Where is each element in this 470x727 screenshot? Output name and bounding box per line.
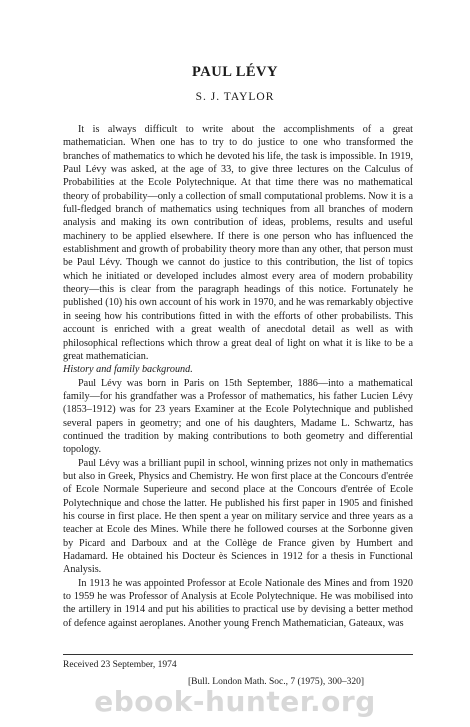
body-paragraph: Paul Lévy was a brilliant pupil in school, winning prizes not only in mathematics but also in Greek, Physics and Chemistry. He won first place at the Concours d'entrée of Ecole Normale Superieure and second place at the Concours d'entrée of Ecole Polytechnique and chose the latter. He published his first paper in 1905 and finished his course in first place. He then spent a year on military service and three years as a teacher at Ecole des Mines. While there he followed courses at the Sorbonne given by Picard and Darboux and at the Collège de France given by Humbert and Hadamard. He obtained his Docteur ès Sciences in 1912 for a thesis in Functional Analysis. (63, 457, 413, 576)
author-name: S. J. TAYLOR (195, 91, 275, 103)
received-date: Received 23 September, 1974 (63, 660, 177, 670)
watermark-text[interactable]: ebook-hunter.org (94, 685, 376, 718)
article-body (63, 123, 413, 630)
body-paragraph: In 1913 he was appointed Professor at Ecole Nationale des Mines and from 1920 to 1959 he was Professor of Analysis at Ecole Polytechnique. He was mobilised into the artillery in 1914 and put his abilities to practical use by devising a better method of defence against aeroplanes. Another young French Mathematician, Gateaux, was (63, 577, 413, 629)
section-heading: History and family background. (63, 364, 193, 376)
journal-citation: [Bull. London Math. Soc., 7 (1975), 300–320] (188, 677, 365, 687)
page-title: PAUL LÉVY (191, 64, 278, 80)
intro-paragraph: It is always difficult to write about the accomplishments of a great mathematician. When one has to try to do justice to one who transformed the branches of mathematics to which he devoted his life, the task is impossible. In 1919, Paul Lévy was asked, at the age of 33, to give three lectures on the Calculus of Probabilities at the Ecole Polytechnique. At that time there was no mathematical theory of probability—only a collection of small computational problems. Now it is a full-fledged branch of mathematics using techniques from all branches of modern analysis and making its own contribution of ideas, problems, results and useful machinery to be applied elsewhere. If there is one person who has influenced the establishment and growth of probability theory more than any other, that person must be Paul Lévy. Though we cannot do justice to this contribution, the list of topics which he initiated or developed includes almost every area of modern probability theory—this is clear from the paragraph headings of this notice. Fortunately he published (10) his own account of his work in 1970, and he was remarkably objective in seeing how his contributions fitted in with the efforts of other probabilists. This account is enriched with a great wealth of anecdotal detail as well as with philosophical reflections which throw a great deal of light on what it is like to be a great mathematician. (63, 124, 413, 362)
body-paragraph: Paul Lévy was born in Paris on 15th September, 1886—into a mathematical family—for his grandfather was a Professor of mathematics, his father Lucien Lévy (1853–1912) was for 23 years Examiner at the Ecole Polytechnique and published several papers in geometry; and one of his daughters, Madame L. Schwartz, has continued the tradition by making contributions to both geometry and differential topology. (63, 377, 413, 456)
footer-divider (63, 654, 413, 655)
